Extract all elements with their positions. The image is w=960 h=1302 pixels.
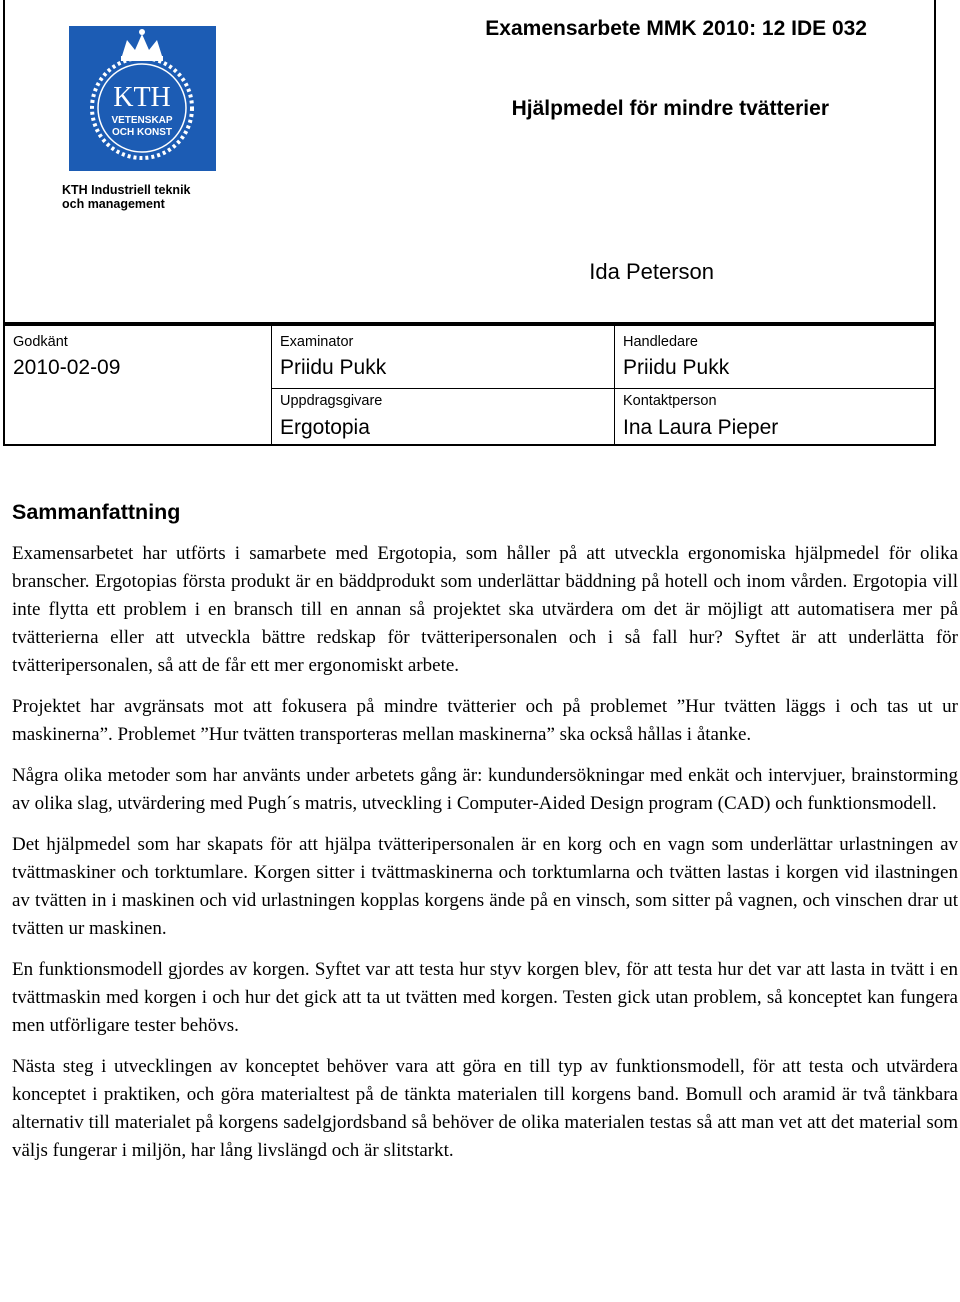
examiner-label: Examinator xyxy=(280,334,354,350)
kth-logo xyxy=(69,26,216,171)
supervisor-name: Priidu Pukk xyxy=(623,356,730,379)
contact-label: Kontaktperson xyxy=(623,393,717,409)
examiner-name: Priidu Pukk xyxy=(280,356,387,379)
author-name: Ida Peterson xyxy=(589,259,714,284)
summary-paragraph: Examensarbetet har utförts i samarbete med Ergotopia, som håller på att utveckla ergonomiska hjälpmedel för olika branscher. Ergotopias första produkt är en bäddprodukt som underlättar bäddning på hotell och inom vården. Ergotopia vill inte flytta ett problem i en bransch till en annan så projektet ska utvärdera om det är möjligt att automatisera mer på tvätterierna eller att utveckla bättre redskap för tvätteripersonalen och i så fall hur? Syftet är att underlätta för tvätteripersonalen, så att de får ett mer ergonomiskt arbete. xyxy=(12,543,958,676)
grid-divider xyxy=(614,326,615,444)
commissioner-label: Uppdragsgivare xyxy=(280,393,383,409)
summary-paragraph: En funktionsmodell gjordes av korgen. Syftet var att testa hur styv korgen blev, för att testa hur det var att lasta in tvätt i en tvättmaskin med korgen i och hur det gick att ta ut tvätten med korgen. Testen gick utan problem, så konceptet kan fungera men utförligare tester behövs. xyxy=(12,959,958,1036)
report-title: Hjälpmedel för mindre tvätterier xyxy=(511,97,829,120)
summary-heading: Sammanfattning xyxy=(12,500,181,524)
svg-text:OCH KONST: OCH KONST xyxy=(112,127,172,138)
supervisor-label: Handledare xyxy=(623,334,698,350)
svg-text:VETENSKAP: VETENSKAP xyxy=(111,115,173,126)
logo-caption xyxy=(62,183,191,211)
approved-date: 2010-02-09 xyxy=(13,356,121,379)
summary-paragraph: Nästa steg i utvecklingen av konceptet behöver vara att göra en till typ av funktionsmodell, för att testa och utvärdera konceptet i praktiken, och göra materialtest på de tänkta materialen till korgens band. Bomull och aramid är två tänkbara alternativ till materialet på korgens sadelgjordsband så behöver de olika materialen testas så att man vet att det material som väljs fungerar i miljön, har lång livslängd och är slitstarkt. xyxy=(12,1056,958,1161)
commissioner-name: Ergotopia xyxy=(280,416,370,439)
title-block xyxy=(3,0,936,324)
grid-divider xyxy=(271,326,272,444)
svg-text:KTH: KTH xyxy=(113,82,171,113)
contact-name: Ina Laura Pieper xyxy=(623,416,779,439)
summary-paragraph: Det hjälpmedel som har skapats för att hjälpa tvätteripersonalen är en korg och en vagn som underlättar urlastningen av tvättmaskiner och torktumlare. Korgen sitter i tvättmaskinerna och torktumlarna och tvätten lastas i korgen vid ilastningen av tvätten in i maskinen och vid urlastningen kopplas korgens ände på en vinsch, som sitter på vagnen, och vinschen drar ut tvätten ur maskinen. xyxy=(12,834,958,939)
report-number: Examensarbete MMK 2010: 12 IDE 032 xyxy=(485,17,867,40)
summary-paragraph: Några olika metoder som har använts under arbetets gång är: kundundersökningar med enkät och intervjuer, brainstorming av olika slag, utvärdering med Pugh´s matris, utveckling i Computer-Aided Design program (CAD) och funktionsmodell. xyxy=(12,765,958,814)
summary-body xyxy=(12,540,958,1178)
grid-divider xyxy=(271,388,934,389)
kth-emblem-icon xyxy=(69,26,216,171)
summary-paragraph: Projektet har avgränsats mot att fokusera på mindre tvätterier och på problemet ”Hur tvätten läggs i och tas ut ur maskinerna”. Problemet ”Hur tvätten transporteras mellan maskinerna” ska också hållas i åtanke. xyxy=(12,696,958,745)
logo-caption-line1: KTH Industriell teknik xyxy=(62,183,191,197)
approved-label: Godkänt xyxy=(13,334,68,350)
logo-caption-line2: och management xyxy=(62,197,165,211)
info-grid xyxy=(3,324,936,446)
